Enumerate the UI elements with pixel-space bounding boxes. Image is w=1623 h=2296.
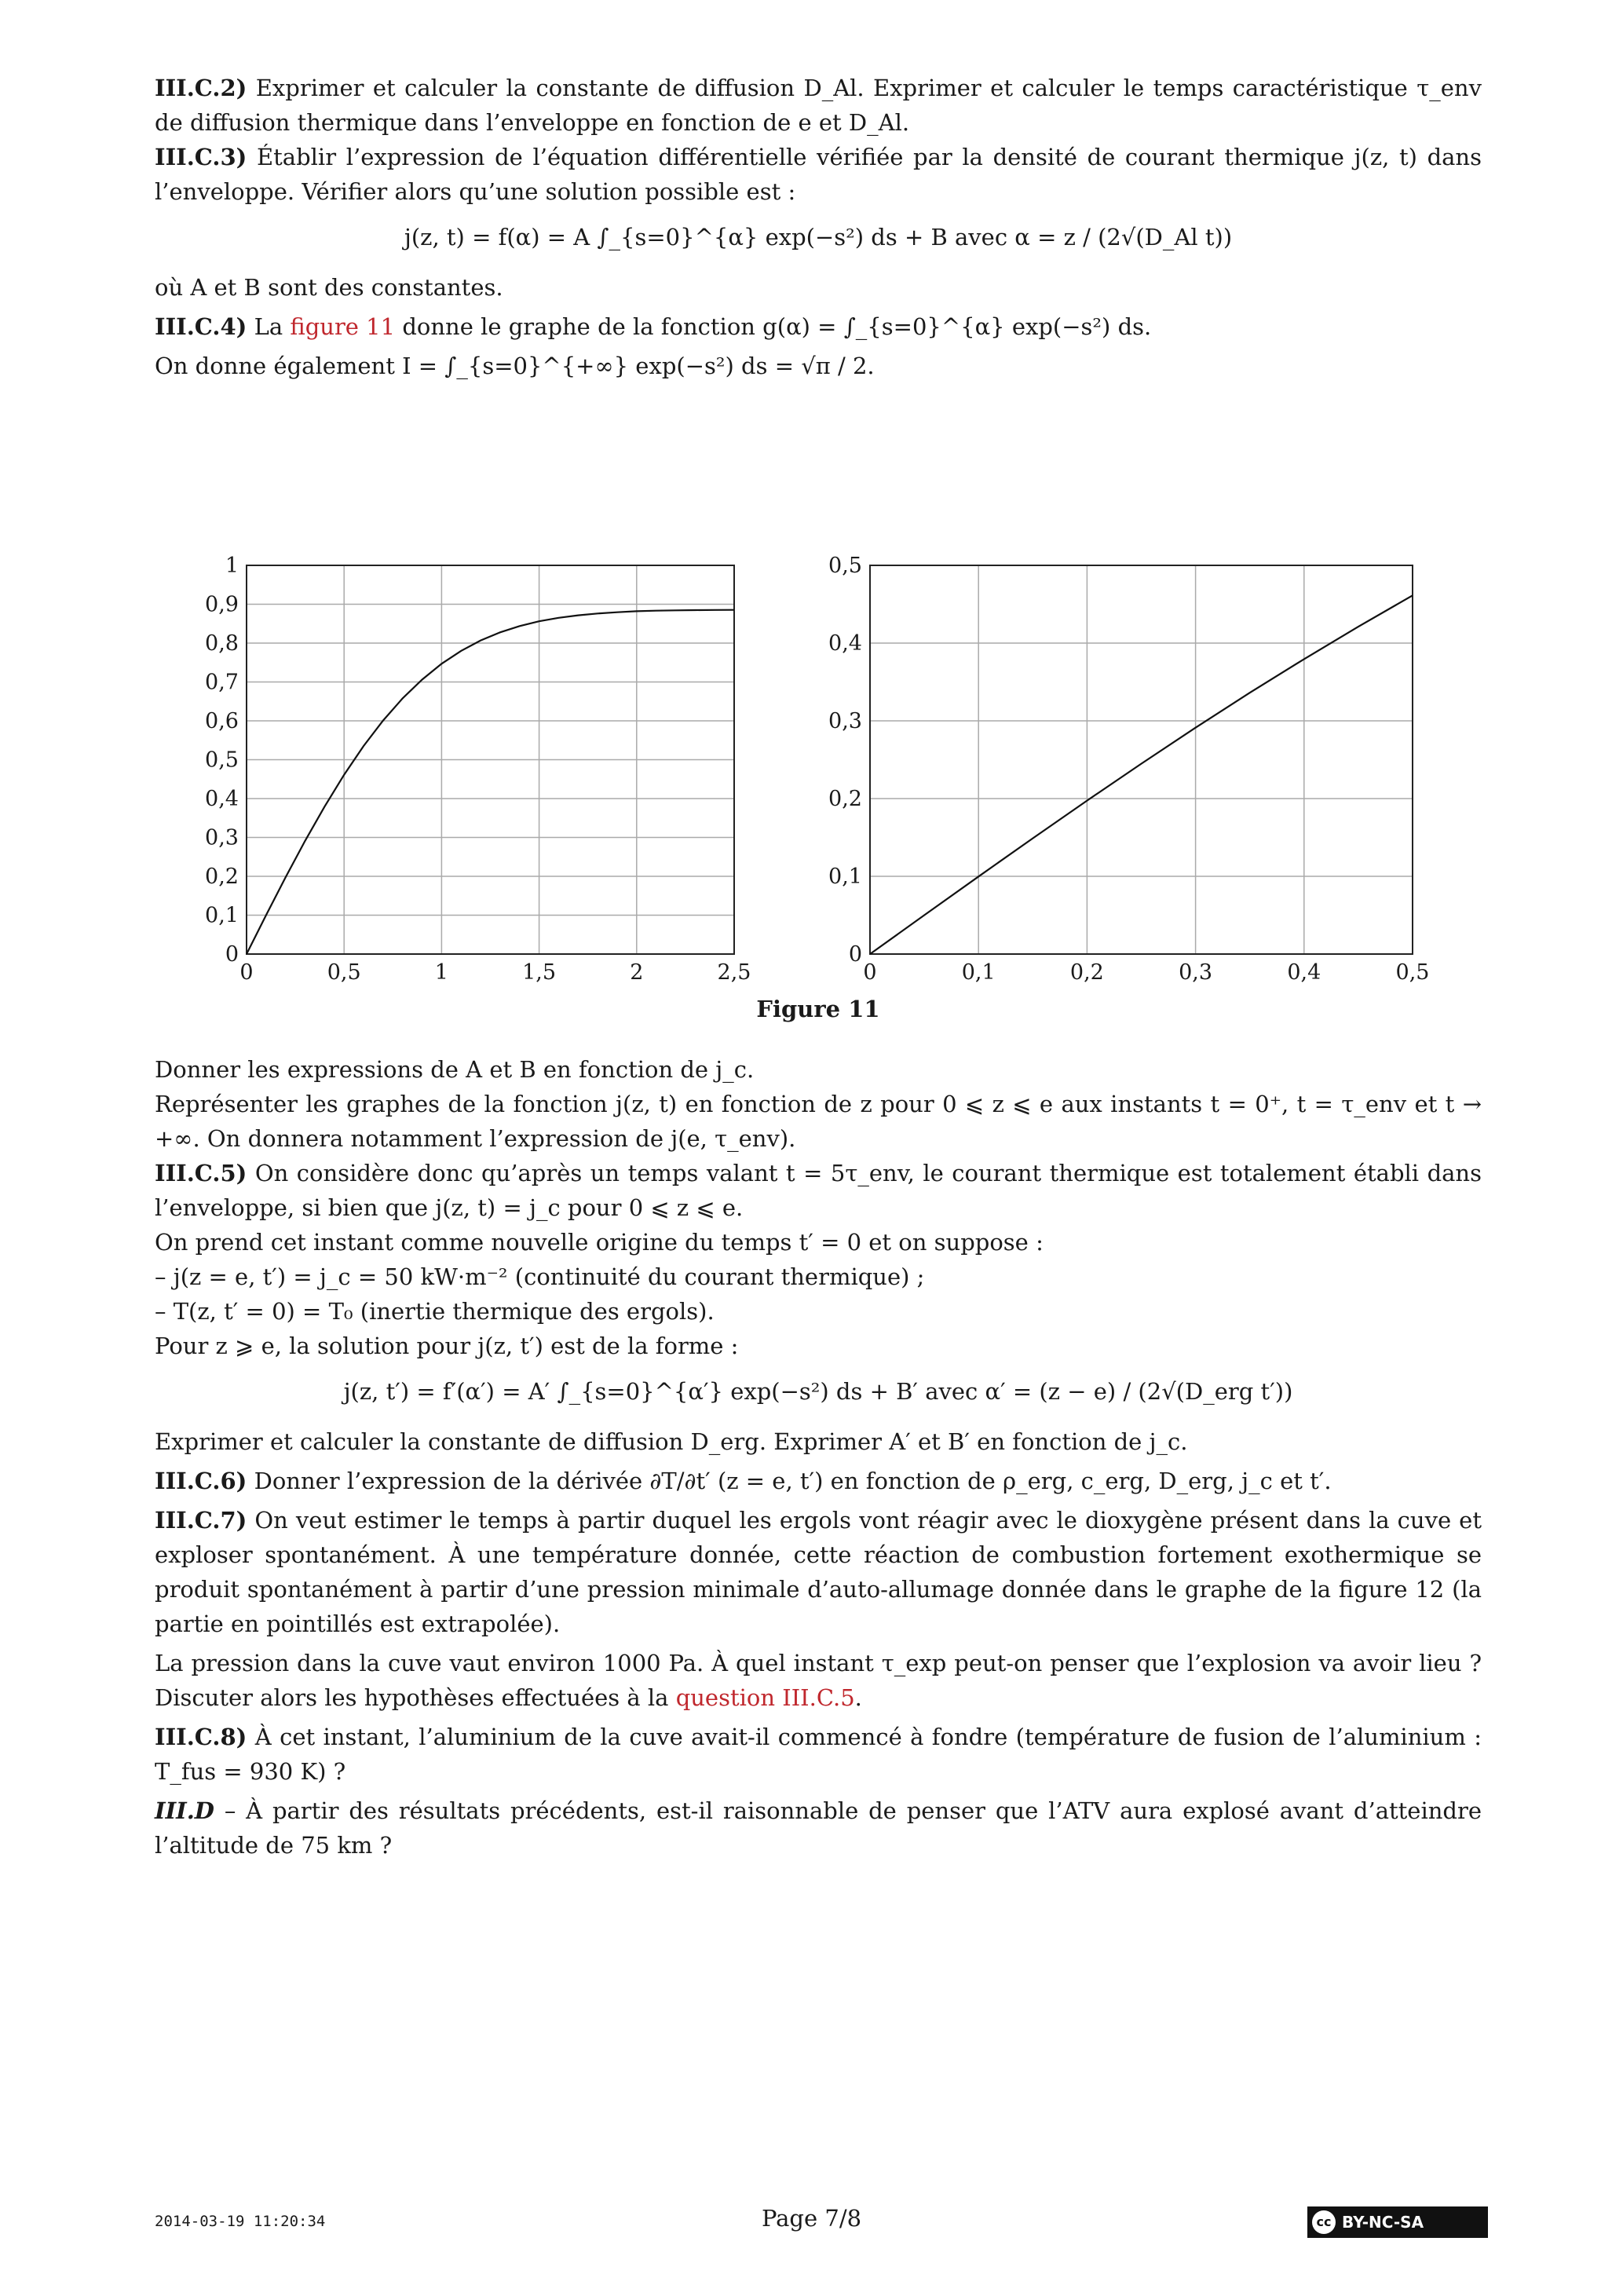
y-tick-label: 0,5 [205, 748, 239, 773]
question-number: III.C.4) [155, 313, 247, 340]
y-tick-label: 0,2 [828, 787, 862, 811]
y-tick-label: 0,2 [205, 865, 239, 889]
y-tick-label: 0,3 [205, 825, 239, 850]
question-c5 [155, 1156, 1482, 1225]
x-tick-label: 0 [239, 960, 254, 985]
y-tick-label: 1 [225, 554, 239, 578]
series-line [870, 595, 1413, 954]
page-body-lower [155, 1052, 1482, 1863]
x-tick-label: 0,2 [1069, 960, 1104, 985]
question-c6 [155, 1464, 1482, 1498]
y-tick-label: 0,4 [828, 631, 862, 656]
question-text: Établir l’expression de l’équation différentielle vérifiée par la densité de courant thermique j(z, t) dans l’enveloppe. Vérifier alors qu’une solution possible est : [155, 144, 1482, 205]
solution-form: Pour z ⩾ e, la solution pour j(z, t′) est de la forme : [155, 1333, 739, 1359]
y-tick-label: 0,6 [205, 709, 239, 733]
y-tick-label: 0,7 [205, 670, 239, 695]
x-tick-label: 1,5 [522, 960, 557, 985]
y-tick-label: 0,4 [205, 787, 239, 811]
question-text: Exprimer et calculer la constante de diffusion D_Al. Exprimer et calculer le temps caractéristique τ_env de diffusion thermique dans l’enveloppe en fonction de e et D_Al. [155, 75, 1482, 136]
question-number: III.C.7) [155, 1507, 247, 1534]
x-tick-label: 0,1 [961, 960, 996, 985]
x-tick-label: 0 [863, 960, 877, 985]
time-origin: On prend cet instant comme nouvelle origine du temps t′ = 0 et on suppose : [155, 1229, 1044, 1256]
y-tick-label: 0 [225, 942, 239, 967]
x-tick-label: 0,3 [1179, 960, 1213, 985]
question-number: III.C.2) [155, 75, 247, 101]
figure-11 [0, 0, 1623, 1068]
x-tick-label: 0,4 [1287, 960, 1321, 985]
question-text: On considère donc qu’après un temps valant t = 5τ_env, le courant thermique est totalement établi dans l’enveloppe, si bien que j(z, t) = j_c pour 0 ⩽ z ⩽ e. [155, 1160, 1482, 1221]
y-tick-label: 0,1 [828, 865, 862, 889]
x-tick-label: 2,5 [717, 960, 751, 985]
ab-expression: Donner les expressions de A et B en fonction de j_c. [155, 1056, 755, 1083]
y-tick-label: 0,9 [205, 592, 239, 617]
question-text: – À partir des résultats précédents, est-il raisonnable de penser que l’ATV aura explosé avant d’atteindre l’altitude de 75 km ? [155, 1797, 1482, 1859]
footer-date: 2014-03-19 11:20:34 [155, 2213, 326, 2230]
assumption-2: – T(z, t′ = 0) = T₀ (inertie thermique des ergols). [155, 1298, 715, 1325]
series-line [247, 610, 734, 954]
cc-icon: cc [1312, 2210, 1336, 2234]
question-c7 [155, 1503, 1482, 1641]
figure-caption: Figure 11 [756, 996, 880, 1022]
y-tick-label: 0 [848, 942, 862, 967]
y-tick-label: 0,3 [828, 709, 862, 733]
diffusion-erg: Exprimer et calculer la constante de diffusion D_erg. Exprimer A′ et B′ en fonction de j_c. [155, 1428, 1188, 1455]
question-c7-part2 [155, 1646, 1482, 1715]
text: . [854, 1684, 862, 1711]
license-label: BY-NC-SA [1342, 2213, 1424, 2232]
equation-c3: j(z, t) = f(α) = A ∫_{s=0}^{α} exp(−s²) ds + B avec α = z / (2√(D_Al t)) [404, 224, 1233, 250]
question-d [155, 1793, 1482, 1863]
graph-instruction: Représenter les graphes de la fonction j(z, t) en fonction de z pour 0 ⩽ z ⩽ e aux instants t = 0⁺, t = τ_env et t → +∞. On donnera notamment l’expression de j(e, τ_env). [155, 1091, 1482, 1152]
chart-left [205, 554, 751, 985]
x-tick-label: 1 [434, 960, 448, 985]
x-tick-label: 0,5 [1395, 960, 1430, 985]
integral-note: On donne également I = ∫_{s=0}^{+∞} exp(−s²) ds = √π / 2. [155, 353, 875, 379]
x-tick-label: 0,5 [327, 960, 361, 985]
text: donne le graphe de la fonction g(α) = ∫_{s=0}^{α} exp(−s²) ds. [402, 313, 1152, 340]
page-number: Page 7/8 [761, 2205, 862, 2232]
chart-right [828, 554, 1429, 985]
assumption-1: – j(z = e, t′) = j_c = 50 kW·m⁻² (continuité du courant thermique) ; [155, 1263, 925, 1290]
question-text: Donner l’expression de la dérivée ∂T/∂t′ (z = e, t′) en fonction de ρ_erg, c_erg, D_erg, j_c et t′. [254, 1468, 1332, 1494]
text: La pression dans la cuve vaut environ 1000 Pa. À quel instant τ_exp peut-on penser que l’explosion va avoir lieu ? Discuter alors les hypothèses effectuées à la [155, 1650, 1482, 1711]
question-text: À cet instant, l’aluminium de la cuve avait-il commencé à fondre (température de fusion de l’aluminium : T_fus = 930 K) ? [155, 1724, 1482, 1785]
question-c8 [155, 1720, 1482, 1789]
license-badge[interactable] [1307, 2206, 1488, 2238]
x-tick-label: 2 [630, 960, 644, 985]
equation-c5: j(z, t′) = f′(α′) = A′ ∫_{s=0}^{α′} exp(−s²) ds + B′ avec α′ = (z − e) / (2√(D_erg t′)) [343, 1378, 1293, 1405]
constants-note: où A et B sont des constantes. [155, 274, 503, 301]
y-tick-label: 0,8 [205, 631, 239, 656]
text: La [254, 313, 283, 340]
question-number: III.C.6) [155, 1468, 247, 1494]
question-link[interactable]: question III.C.5 [675, 1684, 855, 1711]
question-number: III.C.3) [155, 144, 247, 170]
question-text: On veut estimer le temps à partir duquel les ergols vont réagir avec le dioxygène présent dans la cuve et exploser spontanément. À une température donnée, cette réaction de combustion fortement exothermique se produit spontanément à partir d’une pression minimale d’auto-allumage donnée dans le graphe de la figure 12 (la partie en pointillés est extrapolée). [155, 1507, 1482, 1637]
y-tick-label: 0,1 [205, 903, 239, 928]
y-tick-label: 0,5 [828, 554, 862, 578]
figure-link[interactable]: figure 11 [290, 313, 396, 340]
question-number: III.C.5) [155, 1160, 247, 1186]
question-number: III.D [155, 1797, 214, 1824]
question-number: III.C.8) [155, 1724, 247, 1750]
